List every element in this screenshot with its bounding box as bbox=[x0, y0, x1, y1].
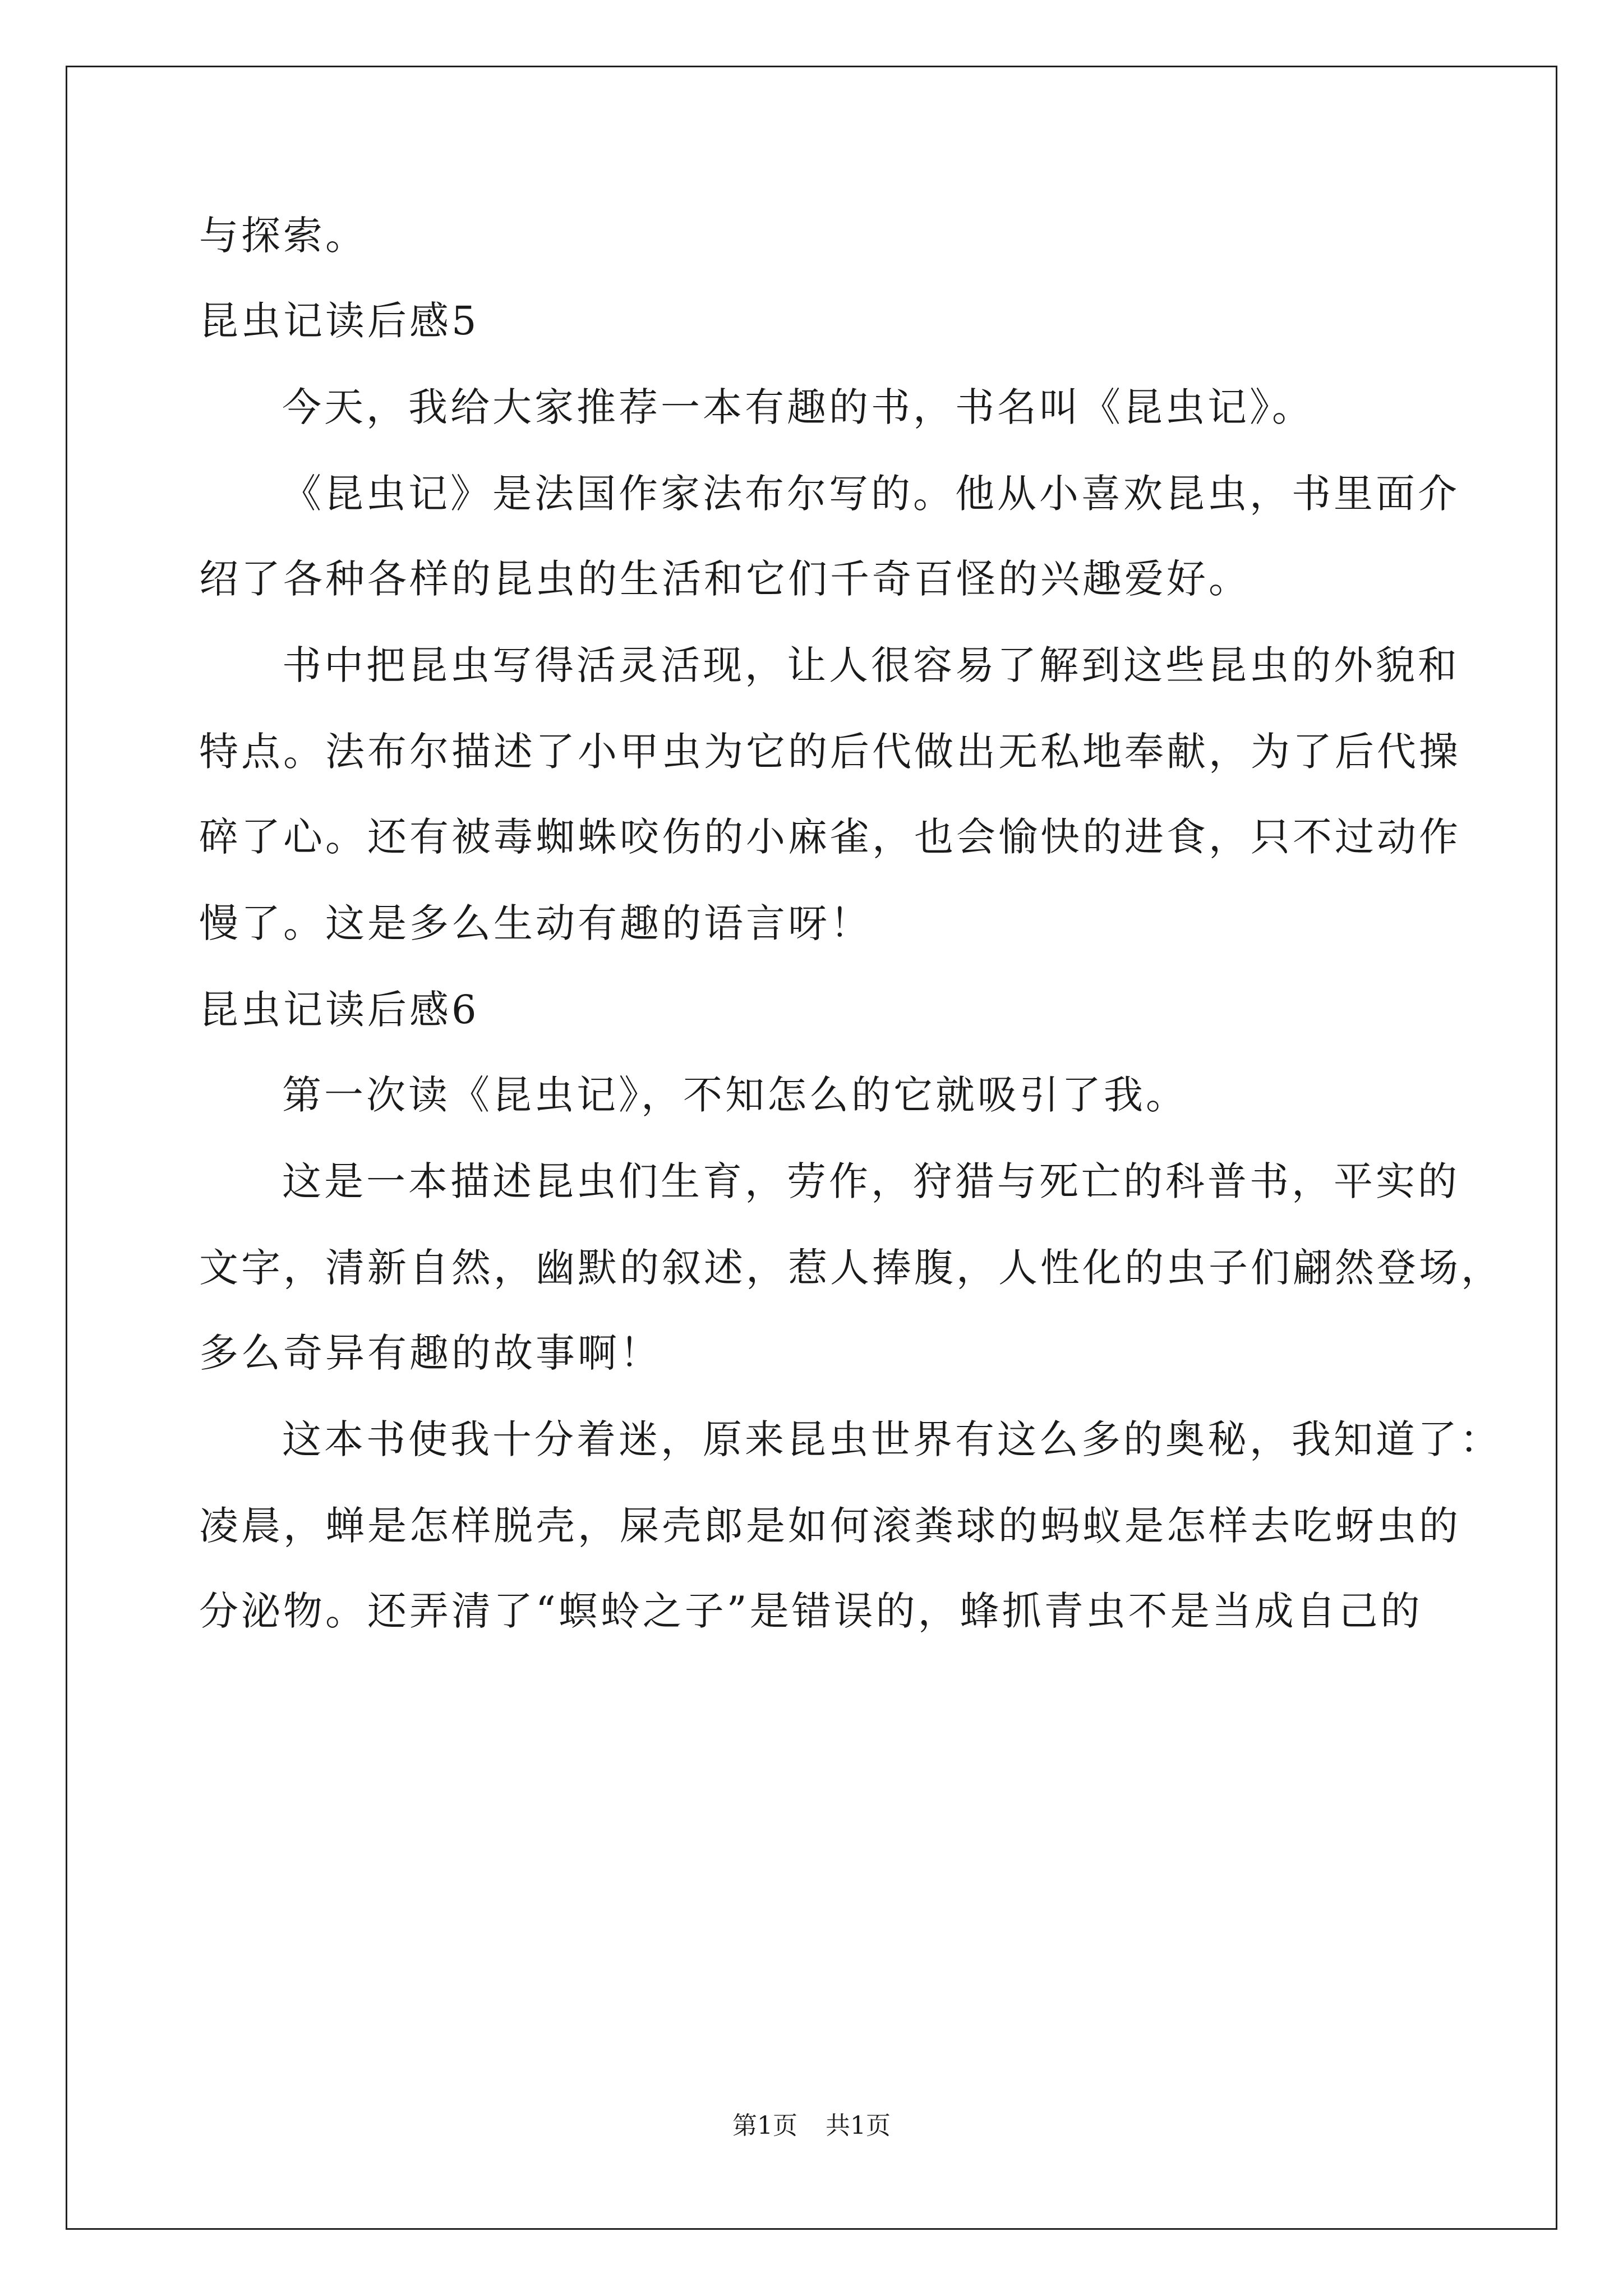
paragraph-line: 分泌物。还弄清了“螟蛉之子”是错误的，蜂抓青虫不是当成自己的 bbox=[199, 1588, 1423, 1634]
paragraph-line: 特点。法布尔描述了小甲虫为它的后代做出无私地奉献，为了后代操 bbox=[199, 729, 1461, 775]
page-number: 第1页 bbox=[732, 2111, 797, 2140]
paragraph-line: 第一次读《昆虫记》，不知怎么的它就吸引了我。 bbox=[282, 1072, 1188, 1118]
paragraph-line: 今天，我给大家推荐一本有趣的书，书名叫《昆虫记》。 bbox=[282, 384, 1314, 430]
section-heading: 昆虫记读后感6 bbox=[199, 987, 479, 1033]
section-heading: 昆虫记读后感5 bbox=[199, 298, 479, 344]
paragraph-line: 书中把昆虫写得活灵活现，让人很容易了解到这些昆虫的外貌和 bbox=[282, 642, 1460, 688]
paragraph-line: 与探索。 bbox=[199, 213, 367, 259]
page-footer bbox=[0, 2109, 1623, 2143]
paragraph-line: 这本书使我十分着迷，原来昆虫世界有这么多的奥秘，我知道了： bbox=[282, 1416, 1502, 1462]
paragraph-line: 这是一本描述昆虫们生育，劳作，狩猎与死亡的科普书，平实的 bbox=[282, 1158, 1460, 1204]
paragraph-line: 碎了心。还有被毒蜘蛛咬伤的小麻雀，也会愉快的进食，只不过动作 bbox=[199, 814, 1461, 860]
paragraph-line: 凌晨，蝉是怎样脱壳，屎壳郎是如何滚粪球的蚂蚁是怎样去吃蚜虫的 bbox=[199, 1503, 1461, 1549]
paragraph-line: 绍了各种各样的昆虫的生活和它们千奇百怪的兴趣爱好。 bbox=[199, 556, 1251, 602]
paragraph-line: 《昆虫记》是法国作家法布尔写的。他从小喜欢昆虫，书里面介 bbox=[282, 471, 1460, 517]
paragraph-line: 慢了。这是多么生动有趣的语言呀！ bbox=[199, 900, 872, 946]
paragraph-line: 多么奇异有趣的故事啊！ bbox=[199, 1330, 662, 1376]
paragraph-line: 文字，清新自然，幽默的叙述，惹人捧腹，人性化的虫子们翩然登场， bbox=[199, 1245, 1503, 1291]
total-pages: 共1页 bbox=[826, 2111, 891, 2140]
